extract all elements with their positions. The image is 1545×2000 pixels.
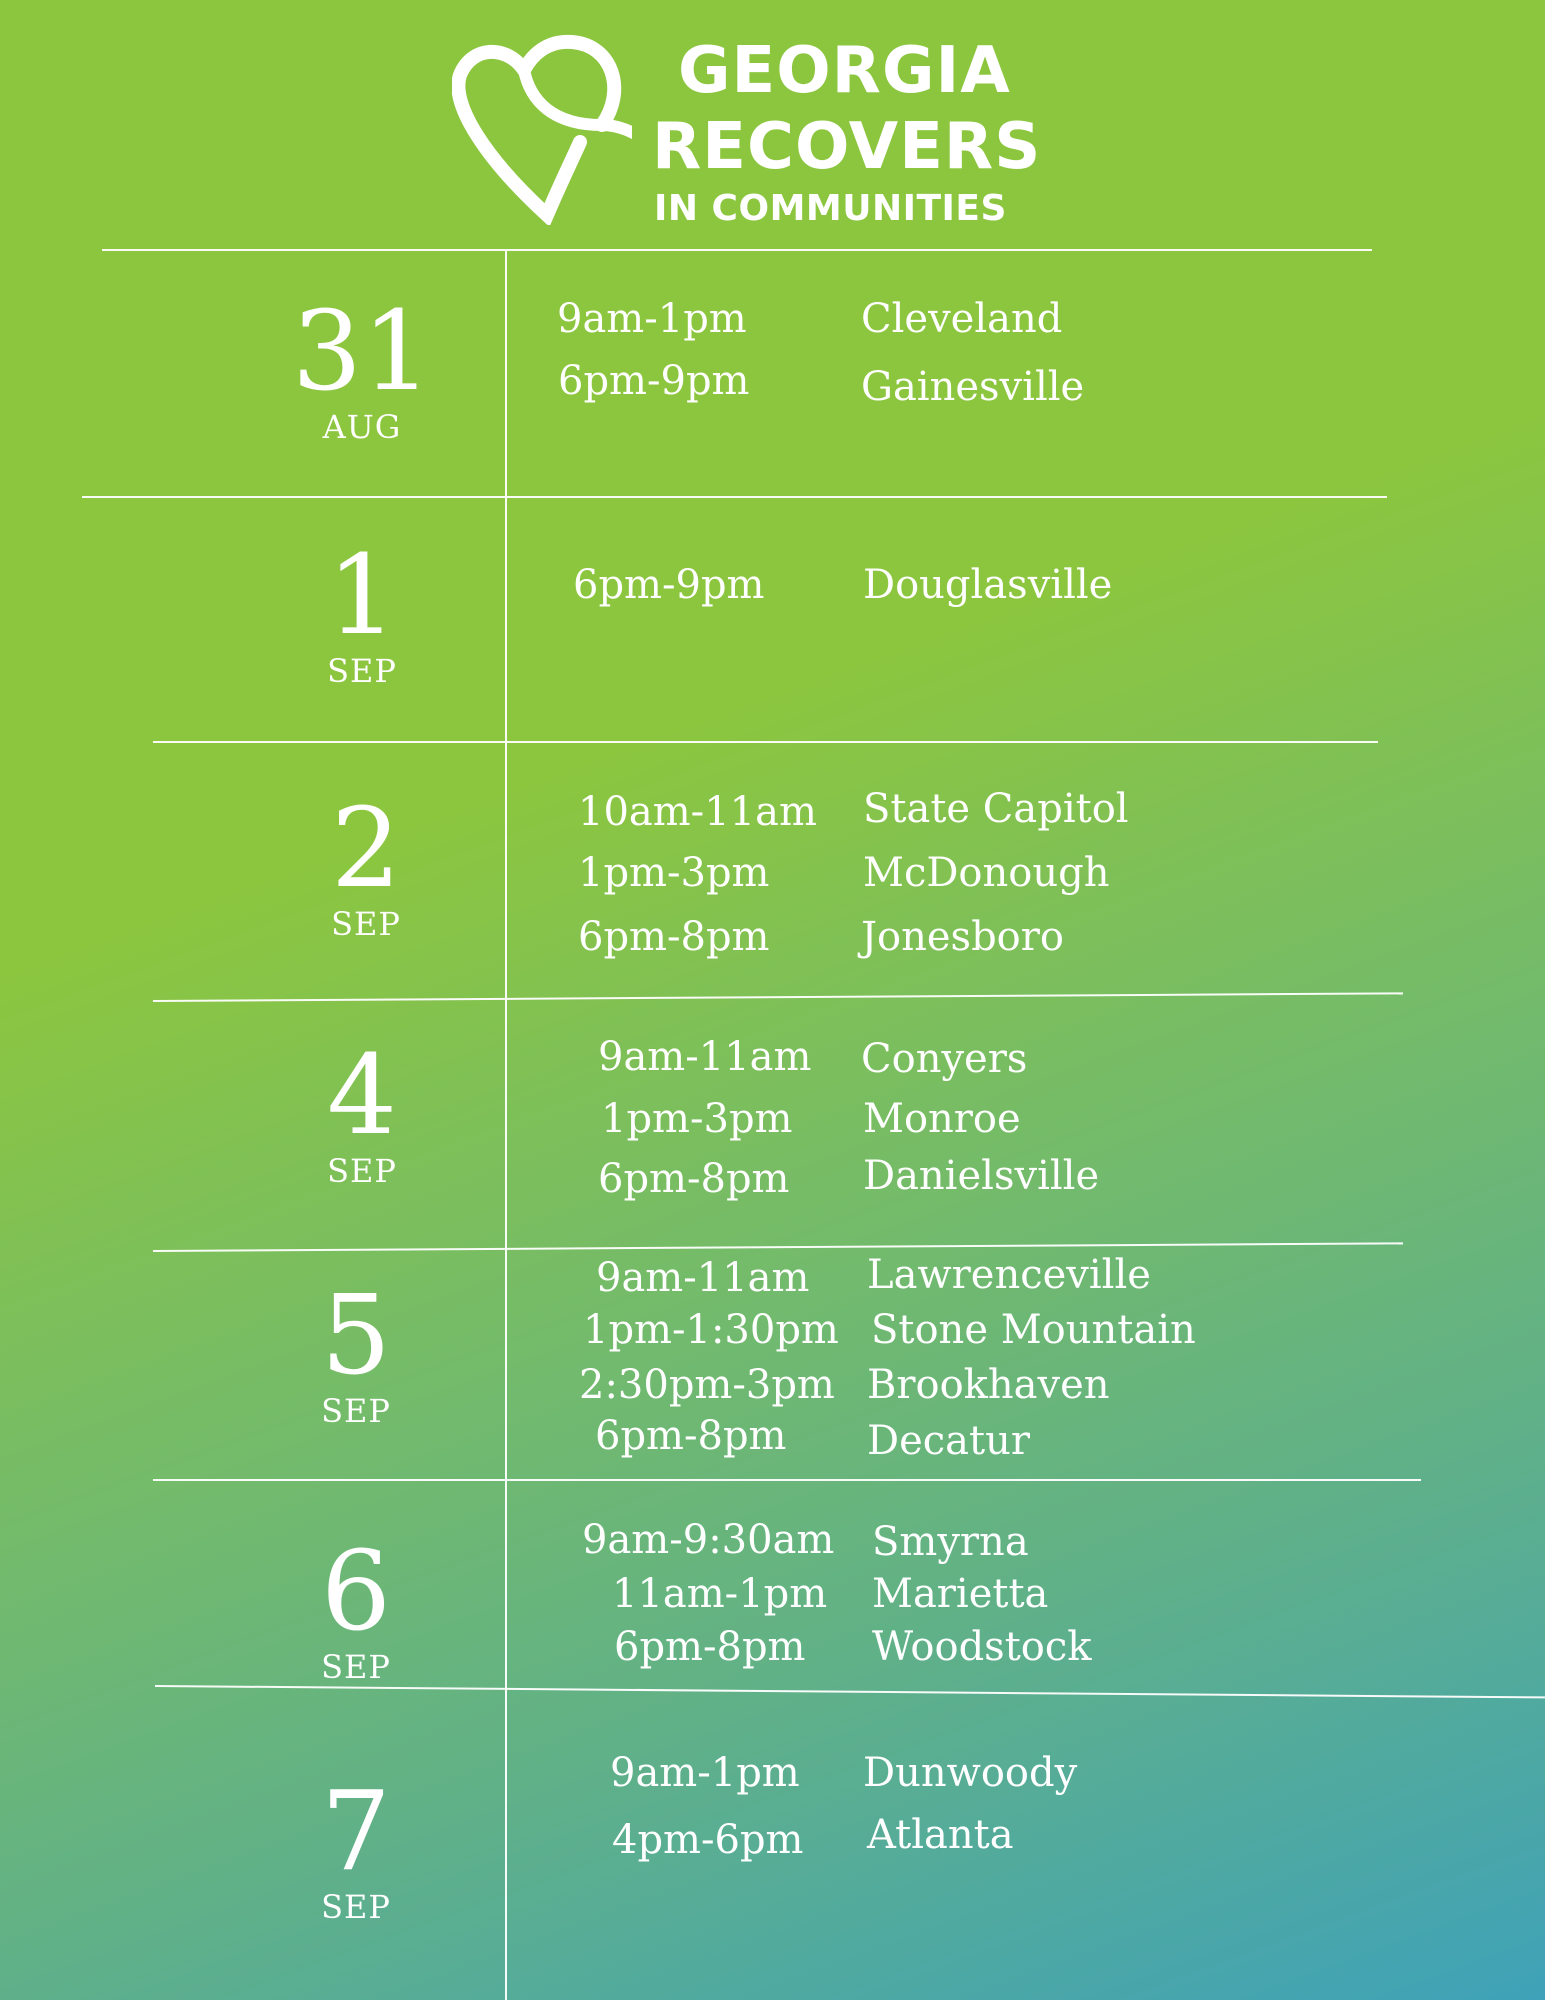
- event-place: Conyers: [861, 1036, 1028, 1082]
- date-day: 31: [292, 287, 432, 415]
- date-month: SEP: [327, 1152, 397, 1190]
- header: [0, 0, 1545, 250]
- date-month: SEP: [331, 905, 401, 943]
- date-month: SEP: [321, 1392, 391, 1430]
- date-day: 6: [321, 1527, 391, 1655]
- event-time: 6pm-8pm: [595, 1413, 787, 1459]
- row-divider: [153, 741, 1378, 743]
- event-time: 1pm-3pm: [601, 1096, 793, 1142]
- event-place: Monroe: [863, 1096, 1021, 1142]
- event-time: 6pm-9pm: [558, 358, 750, 404]
- date-day: 4: [327, 1031, 397, 1159]
- date-day: 1: [327, 531, 397, 659]
- event-time: 9am-11am: [598, 1034, 812, 1080]
- event-place: Jonesboro: [861, 914, 1064, 960]
- event-time: 11am-1pm: [612, 1571, 828, 1617]
- date-day: 5: [321, 1271, 391, 1399]
- date-month: SEP: [321, 1888, 391, 1926]
- date-sep-1: [252, 531, 472, 690]
- date-sep-5: [246, 1271, 466, 1430]
- event-place: Atlanta: [867, 1812, 1014, 1858]
- brand-title-line1: GEORGIA: [678, 34, 1011, 108]
- event-time: 4pm-6pm: [612, 1817, 804, 1863]
- event-place: Woodstock: [872, 1624, 1092, 1670]
- date-day: 7: [321, 1767, 391, 1895]
- column-divider: [505, 250, 507, 2000]
- row-divider: [155, 1685, 1545, 1698]
- row-divider: [102, 249, 1372, 251]
- date-sep-7: [246, 1767, 466, 1926]
- brand-subtitle: IN COMMUNITIES: [654, 188, 1007, 229]
- event-place: Lawrenceville: [867, 1252, 1151, 1298]
- date-month: SEP: [327, 652, 397, 690]
- event-place: Marietta: [872, 1571, 1049, 1617]
- event-time: 9am-9:30am: [582, 1517, 835, 1563]
- event-time: 6pm-8pm: [598, 1156, 790, 1202]
- event-time: 10am-11am: [578, 789, 817, 835]
- date-month: SEP: [321, 1648, 391, 1686]
- event-place: Stone Mountain: [871, 1307, 1196, 1353]
- date-sep-2: [256, 784, 476, 943]
- event-place: Danielsville: [863, 1153, 1100, 1199]
- heart-logo-icon: [452, 30, 632, 225]
- event-time: 9am-1pm: [557, 296, 747, 342]
- row-divider: [153, 1479, 1421, 1481]
- event-place: McDonough: [863, 850, 1110, 896]
- event-place: Dunwoody: [863, 1750, 1078, 1796]
- date-day: 2: [331, 784, 401, 912]
- row-divider: [153, 1242, 1403, 1252]
- row-divider: [153, 992, 1403, 1002]
- event-time: 1pm-1:30pm: [583, 1307, 839, 1353]
- event-place: Gainesville: [861, 364, 1085, 410]
- event-time: 2:30pm-3pm: [579, 1362, 835, 1408]
- event-time: 6pm-9pm: [573, 562, 765, 608]
- brand-title-line2: RECOVERS: [652, 110, 1042, 184]
- event-place: Decatur: [867, 1418, 1030, 1464]
- event-time: 6pm-8pm: [614, 1624, 806, 1670]
- date-sep-6: [246, 1527, 466, 1686]
- event-place: State Capitol: [863, 786, 1129, 832]
- date-month: AUG: [322, 408, 402, 446]
- event-time: 9am-1pm: [610, 1750, 800, 1796]
- event-place: Smyrna: [872, 1519, 1029, 1565]
- event-time: 9am-11am: [596, 1255, 810, 1301]
- event-time: 1pm-3pm: [578, 850, 770, 896]
- date-aug-31: [252, 287, 472, 446]
- event-place: Cleveland: [861, 296, 1063, 342]
- event-place: Douglasville: [863, 562, 1113, 608]
- event-time: 6pm-8pm: [578, 914, 770, 960]
- event-place: Brookhaven: [867, 1362, 1110, 1408]
- date-sep-4: [252, 1031, 472, 1190]
- row-divider: [82, 496, 1387, 498]
